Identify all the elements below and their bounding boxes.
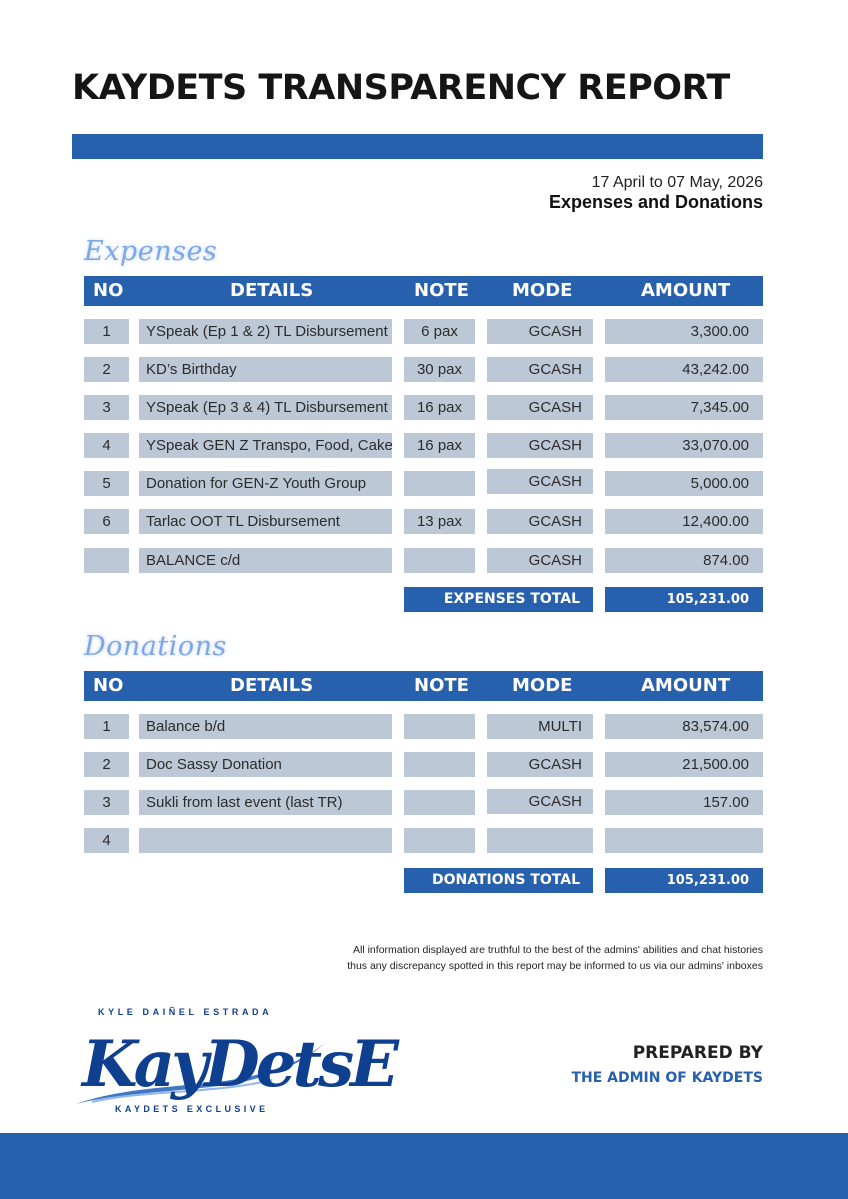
disclaimer-line-1: All information displayed are truthful to the best of the admins' abilities and chat histories bbox=[353, 944, 763, 956]
logo-wordmark: KayDetsE bbox=[82, 1027, 395, 1102]
cell-no: 5 bbox=[84, 471, 129, 496]
cell-note: 16 pax bbox=[404, 395, 475, 420]
column-header-no: NO bbox=[93, 280, 124, 301]
cell-note: 13 pax bbox=[404, 509, 475, 534]
expenses-table-header bbox=[84, 276, 763, 306]
cell-mode: GCASH bbox=[487, 357, 593, 382]
cell-no: 1 bbox=[84, 714, 129, 739]
column-header-details: DETAILS bbox=[230, 280, 314, 301]
disclaimer-line-2: thus any discrepancy spotted in this report may be informed to us via our admins' inboxes bbox=[347, 960, 763, 972]
column-header-mode: MODE bbox=[512, 675, 573, 696]
cell-no: 3 bbox=[84, 790, 129, 815]
cell-note bbox=[404, 828, 475, 853]
cell-mode: GCASH bbox=[487, 509, 593, 534]
cell-amount: 12,400.00 bbox=[605, 509, 763, 534]
cell-mode: MULTI bbox=[487, 714, 593, 739]
cell-mode: GCASH bbox=[487, 395, 593, 420]
cell-details: BALANCE c/d bbox=[139, 548, 392, 573]
prepared-label: PREPARED BY bbox=[632, 1043, 763, 1063]
column-header-mode: MODE bbox=[512, 280, 573, 301]
cell-details: Doc Sassy Donation bbox=[139, 752, 392, 777]
cell-details: YSpeak GEN Z Transpo, Food, Cake bbox=[139, 433, 392, 458]
cell-amount: 7,345.00 bbox=[605, 395, 763, 420]
prepared-by-name: THE ADMIN OF KAYDETS bbox=[571, 1070, 763, 1086]
cell-note bbox=[404, 752, 475, 777]
column-header-note: NOTE bbox=[414, 675, 469, 696]
cell-details: YSpeak (Ep 3 & 4) TL Disbursement bbox=[139, 395, 392, 420]
cell-note: 6 pax bbox=[404, 319, 475, 344]
expenses-total-amount: 105,231.00 bbox=[605, 587, 763, 612]
column-header-note: NOTE bbox=[414, 280, 469, 301]
cell-details: Balance b/d bbox=[139, 714, 392, 739]
cell-amount: 43,242.00 bbox=[605, 357, 763, 382]
cell-no bbox=[84, 548, 129, 573]
cell-mode: GCASH bbox=[487, 319, 593, 344]
cell-mode: GCASH bbox=[487, 469, 593, 494]
cell-details: Donation for GEN-Z Youth Group bbox=[139, 471, 392, 496]
expenses-section-label: Expenses bbox=[84, 236, 218, 267]
cell-amount: 21,500.00 bbox=[605, 752, 763, 777]
column-header-no: NO bbox=[93, 675, 124, 696]
donations-total-label: DONATIONS TOTAL bbox=[404, 868, 593, 893]
footer-bar bbox=[0, 1133, 848, 1199]
cell-note bbox=[404, 790, 475, 815]
cell-amount: 3,300.00 bbox=[605, 319, 763, 344]
cell-mode bbox=[487, 828, 593, 853]
report-subtitle: Expenses and Donations bbox=[548, 192, 763, 212]
disclaimer-text bbox=[347, 942, 763, 974]
kaydets-logo bbox=[72, 1004, 395, 1120]
cell-details: YSpeak (Ep 1 & 2) TL Disbursement bbox=[139, 319, 392, 344]
cell-amount: 874.00 bbox=[605, 548, 763, 573]
cell-amount: 157.00 bbox=[605, 790, 763, 815]
cell-details: KD’s Birthday bbox=[139, 357, 392, 382]
column-header-amount: AMOUNT bbox=[641, 675, 731, 696]
report-title: KAYDETS TRANSPARENCY REPORT bbox=[72, 68, 730, 108]
cell-mode: GCASH bbox=[487, 789, 593, 814]
cell-mode: GCASH bbox=[487, 752, 593, 777]
cell-no: 6 bbox=[84, 509, 129, 534]
cell-note bbox=[404, 548, 475, 573]
cell-amount bbox=[605, 828, 763, 853]
cell-no: 1 bbox=[84, 319, 129, 344]
cell-amount: 33,070.00 bbox=[605, 433, 763, 458]
donations-total-amount: 105,231.00 bbox=[605, 868, 763, 893]
cell-note bbox=[404, 471, 475, 496]
cell-note bbox=[404, 714, 475, 739]
cell-no: 3 bbox=[84, 395, 129, 420]
logo-top-text: KYLE DAIÑEL ESTRADA bbox=[98, 1007, 273, 1017]
cell-no: 2 bbox=[84, 357, 129, 382]
donations-section-label: Donations bbox=[84, 631, 227, 662]
cell-note: 16 pax bbox=[404, 433, 475, 458]
cell-note: 30 pax bbox=[404, 357, 475, 382]
donations-table-header bbox=[84, 671, 763, 701]
expenses-total-label: EXPENSES TOTAL bbox=[404, 587, 593, 612]
cell-mode: GCASH bbox=[487, 433, 593, 458]
cell-details: Sukli from last event (last TR) bbox=[139, 790, 392, 815]
cell-no: 2 bbox=[84, 752, 129, 777]
cell-no: 4 bbox=[84, 828, 129, 853]
logo-bottom-text: KAYDETS EXCLUSIVE bbox=[115, 1104, 269, 1114]
cell-details bbox=[139, 828, 392, 853]
column-header-amount: AMOUNT bbox=[641, 280, 731, 301]
title-divider-bar bbox=[72, 134, 763, 159]
logo-wordmark-graphic bbox=[72, 1018, 395, 1108]
cell-no: 4 bbox=[84, 433, 129, 458]
cell-amount: 83,574.00 bbox=[605, 714, 763, 739]
column-header-details: DETAILS bbox=[230, 675, 314, 696]
report-period: 17 April to 07 May, 2026 bbox=[591, 174, 763, 191]
cell-details: Tarlac OOT TL Disbursement bbox=[139, 509, 392, 534]
cell-mode: GCASH bbox=[487, 548, 593, 573]
cell-amount: 5,000.00 bbox=[605, 471, 763, 496]
